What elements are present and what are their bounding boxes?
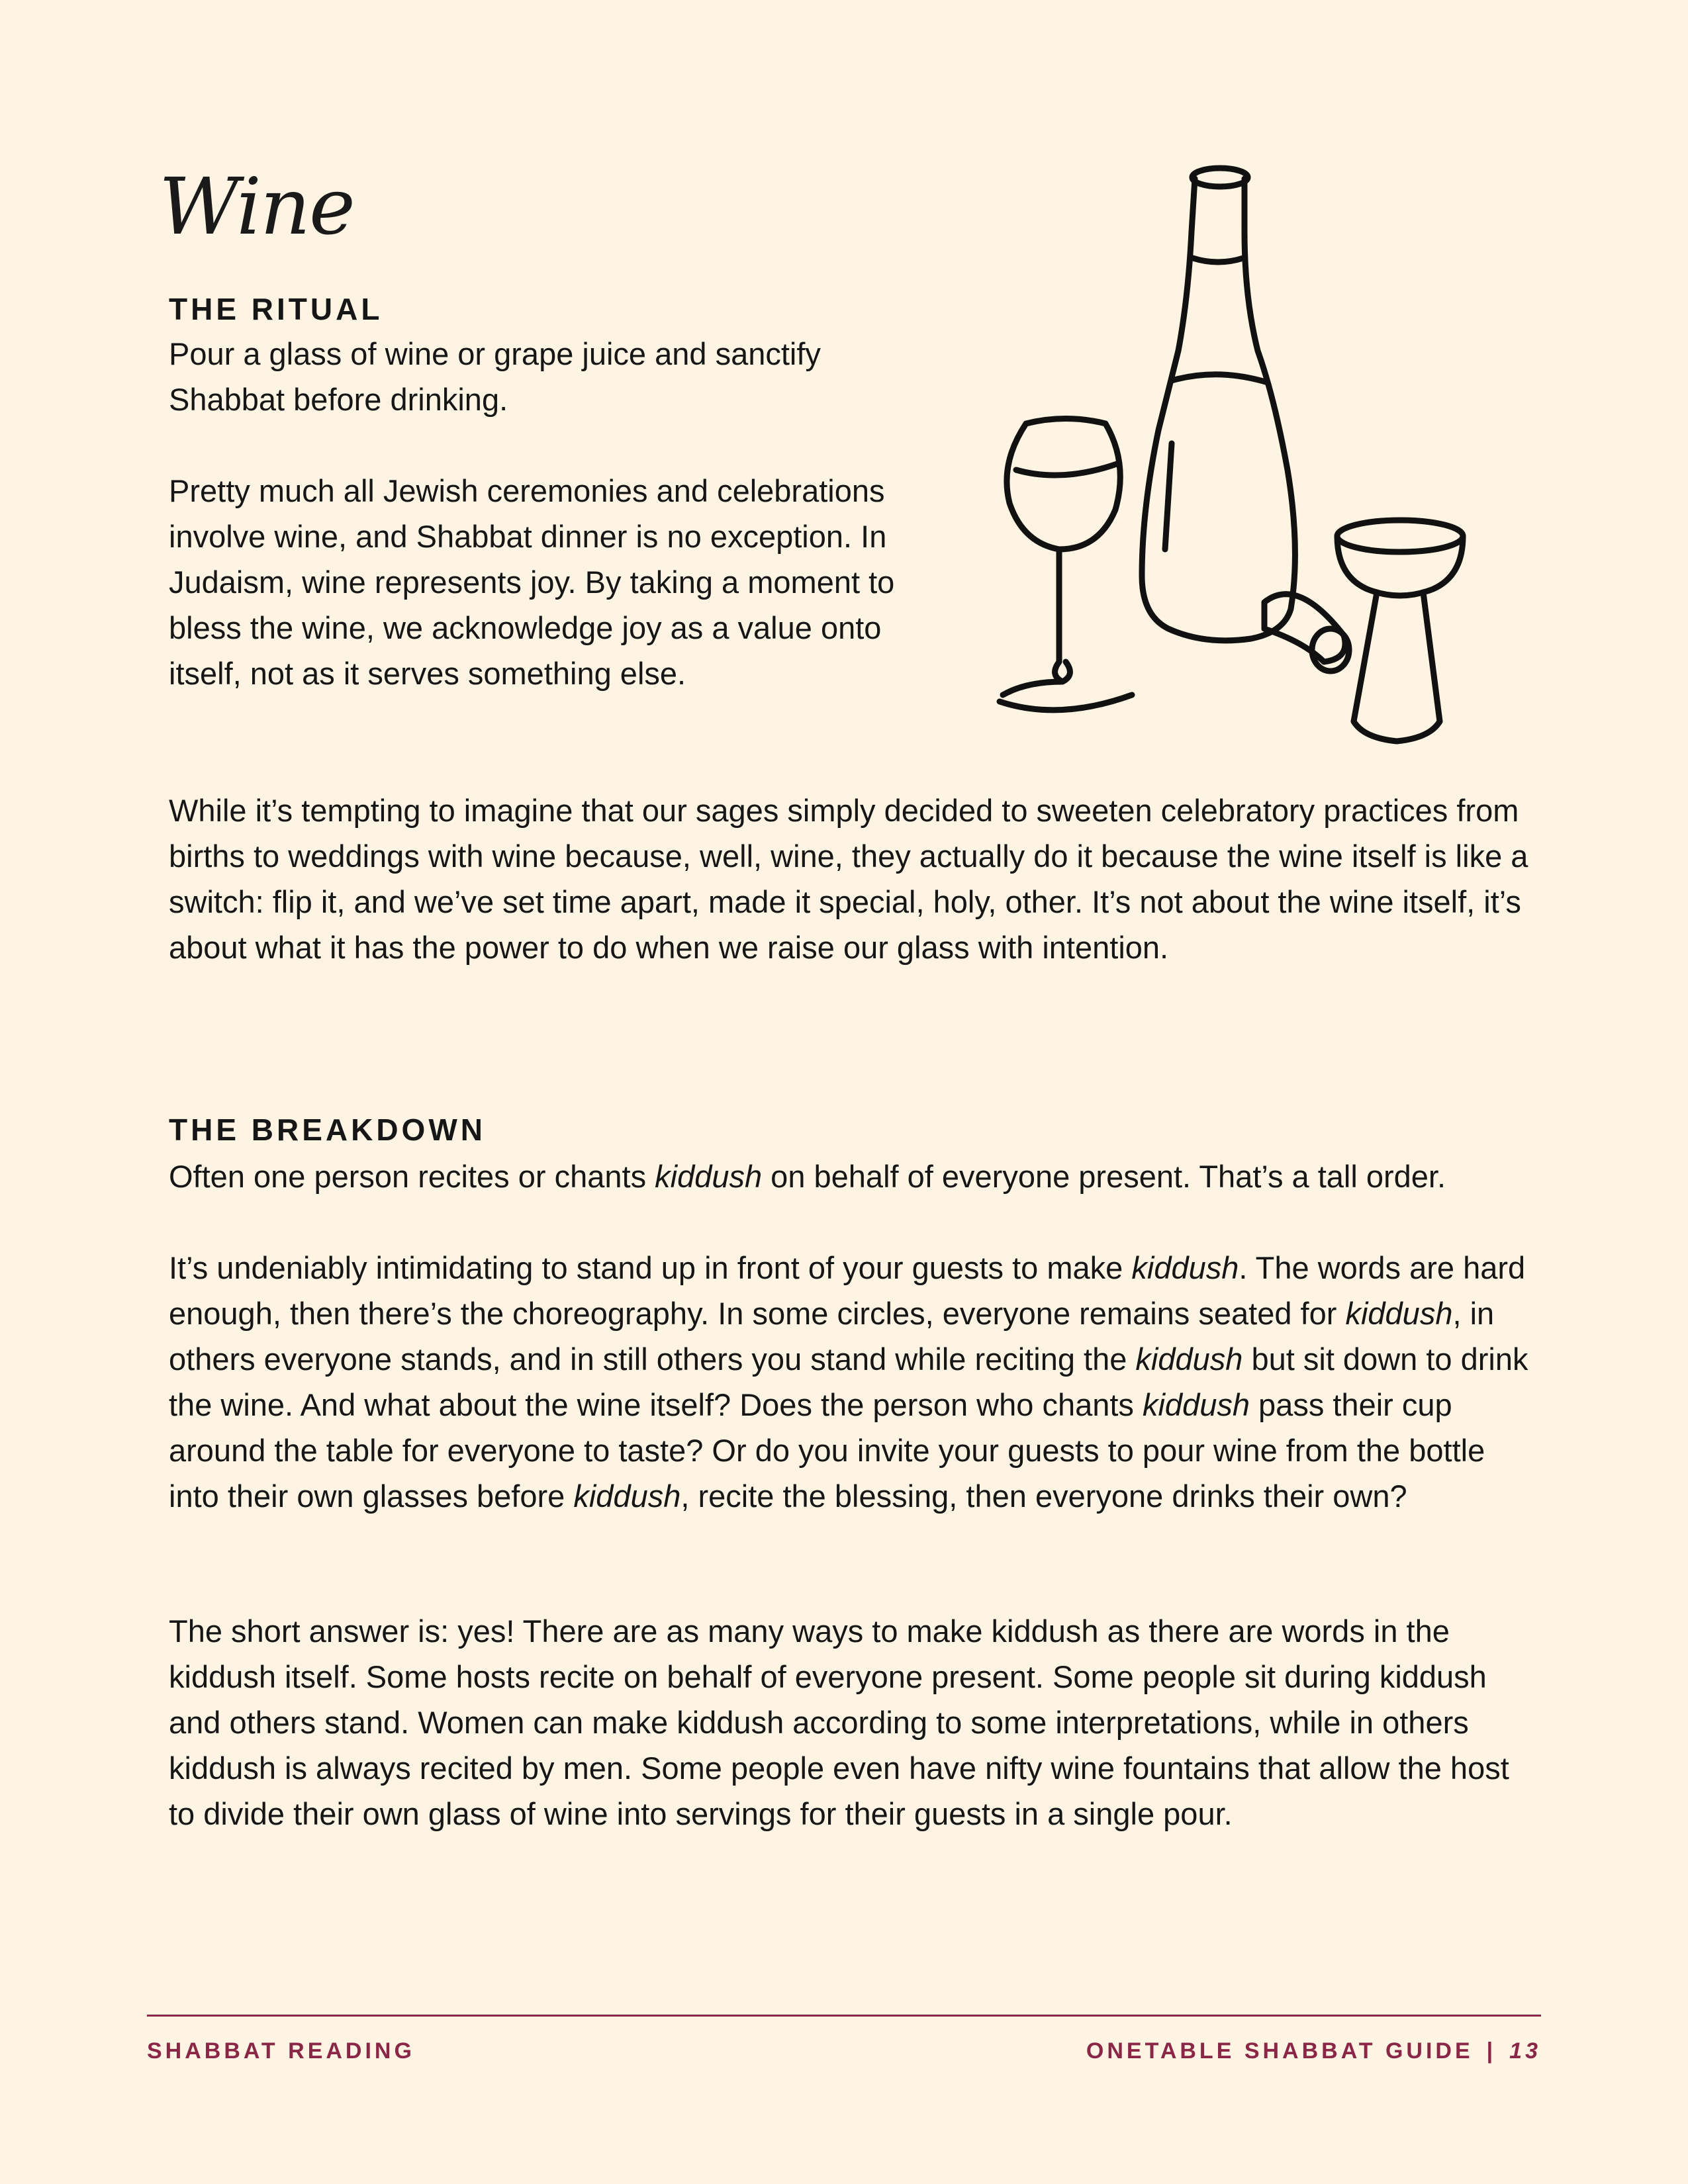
kiddush-cup-rim: [1337, 520, 1463, 552]
wine-bottle-and-glasses-illustration: [953, 152, 1496, 768]
wine-glass-stem: [1055, 549, 1070, 682]
footer-guide-label: ONETABLE SHABBAT GUIDE | 13: [1086, 2038, 1541, 2064]
wine-glass-wine-line: [1016, 463, 1119, 475]
breakdown-paragraph-1: Often one person recites or chants kiddush on behalf of everyone present. That’s a tall order.: [169, 1159, 1446, 1194]
bottle-label-line: [1165, 443, 1172, 549]
ritual-paragraph-1: Pour a glass of wine or grape juice and sanctify Shabbat before drinking.: [169, 336, 821, 417]
breakdown-paragraph-3: The short answer is: yes! There are as many ways to make kiddush as there are words in the kiddush itself. Some hosts recite on behalf of everyone present. Some people sit during kiddush and others stand. Women can make kiddush according to some interpretations, while in others kiddush is always recited by men. Some people even have nifty wine fountains that allow the host to divide their own glass of wine into servings for their guests in a single pour.: [169, 1614, 1509, 1831]
bottle-lip: [1192, 168, 1248, 187]
breakdown-paragraph-2: It’s undeniably intimidating to stand up in front of your guests to make kiddush. The words are hard enough, then there’s the choreography. In some circles, everyone remains seated for kiddush, in others everyone stands, and in still others you stand while reciting the kiddush but sit down to drink the wine. And what about the wine itself? Does the person who chants kiddush pass their cup around the table for everyone to taste? Or do you invite your guests to pour wine from the bottle into their own glasses before kiddush, recite the blessing, then everyone drinks their own?: [169, 1250, 1528, 1514]
wine-glass-base-under: [1003, 682, 1062, 695]
bottle-neck-ring: [1193, 258, 1243, 262]
page-title: Wine: [159, 161, 354, 252]
wine-glass-base: [1000, 695, 1132, 710]
bottle-shoulder-line: [1172, 375, 1268, 383]
page-number: 13: [1509, 2038, 1541, 2064]
footer-section-label: SHABBAT READING: [147, 2038, 415, 2064]
ritual-paragraph-3: While it’s tempting to imagine that our sages simply decided to sweeten celebratory practices from births to weddings with wine because, well, wine, they actually do it because the wine itself is like a switch: flip it, and we’ve set time apart, made it special, holy, other. It’s not about the wine itself, it’s about what it has the power to do when we raise our glass with intention.: [169, 793, 1528, 965]
footer-separator: |: [1486, 2038, 1497, 2064]
kiddush-cup-stem-left: [1354, 592, 1377, 721]
footer-divider: [147, 2015, 1541, 2017]
kiddush-cup-stem-right: [1423, 592, 1440, 721]
kiddush-cup-base: [1354, 721, 1440, 741]
section-heading-breakdown: THE BREAKDOWN: [169, 1113, 486, 1147]
bottle-body: [1142, 179, 1295, 641]
section-heading-ritual: THE RITUAL: [169, 292, 383, 326]
ritual-paragraph-2: Pretty much all Jewish ceremonies and celebrations involve wine, and Shabbat dinner is no exception. In Judaism, wine represents joy. By taking a moment to bless the wine, we acknowledge joy as a value onto itself, not as it serves something else.: [169, 473, 895, 691]
wine-glass-bowl: [1007, 419, 1120, 550]
